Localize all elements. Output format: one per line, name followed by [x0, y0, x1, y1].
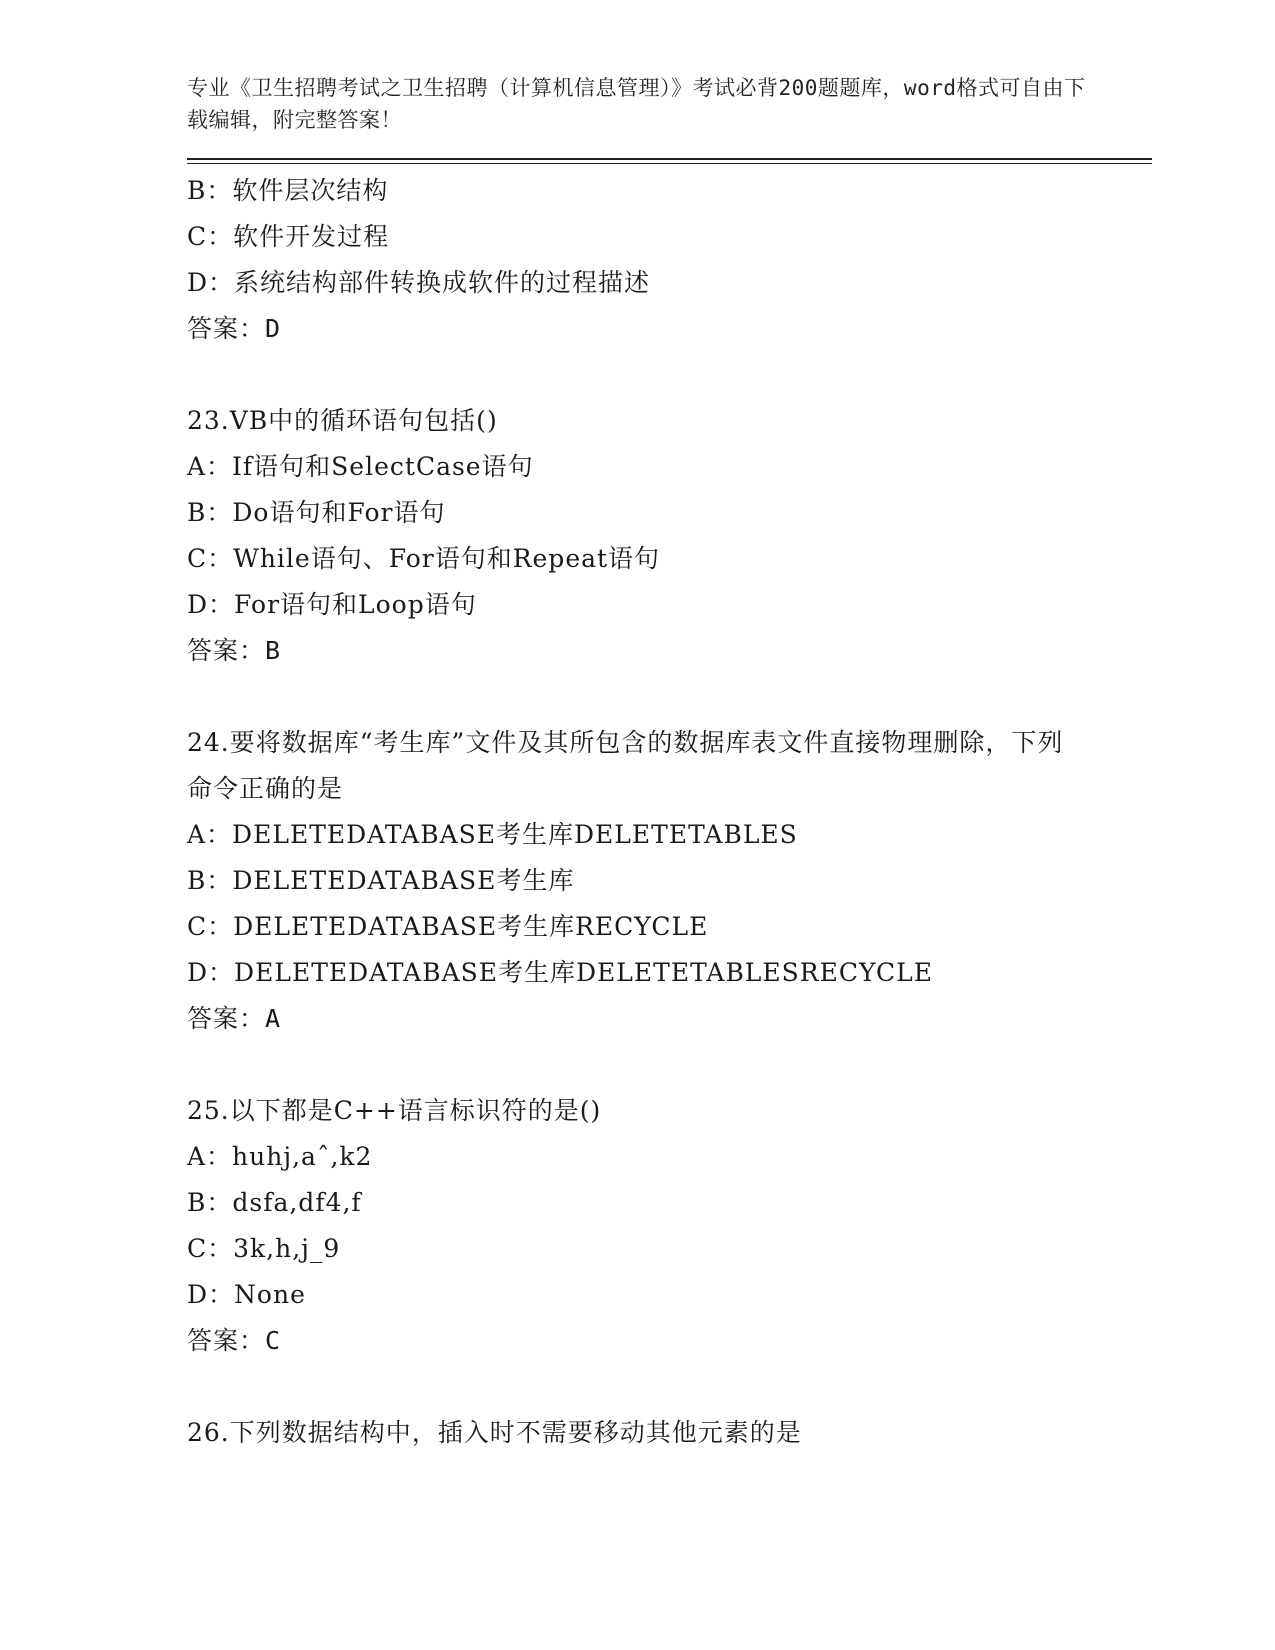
option-a: A：DELETEDATABASE考生库DELETETABLES: [187, 820, 798, 849]
answer-label: 答案：: [187, 1004, 266, 1033]
answer-label: 答案：: [187, 636, 266, 665]
question-24-block: [187, 720, 1152, 1042]
question-text: 25.以下都是C++语言标识符的是(): [187, 1096, 602, 1125]
option-d: D：None: [187, 1280, 306, 1309]
option-c: C：While语句、For语句和Repeat语句: [187, 544, 661, 573]
answer-value: A: [265, 1004, 282, 1033]
document-header: 专业《卫生招聘考试之卫生招聘（计算机信息管理）》考试必背200题题库，word格式可自由下载编辑，附完整答案！: [187, 76, 1086, 132]
answer-value: D: [265, 314, 282, 343]
answer-value: C: [265, 1326, 282, 1355]
question-text: 24.要将数据库“考生库”文件及其所包含的数据库表文件直接物理删除，下列命令正确的是: [187, 728, 1064, 803]
answer-line: [187, 628, 1152, 674]
question-26-block: [187, 1410, 1152, 1456]
option-a: A：huhj,aˆ,k2: [187, 1142, 373, 1171]
answer-line: [187, 1318, 1152, 1364]
answer-line: [187, 306, 1152, 352]
answer-line: [187, 996, 1152, 1042]
header-divider: [187, 158, 1152, 160]
question-text: 23.VB中的循环语句包括(): [187, 406, 498, 435]
question-22-block: [187, 168, 1152, 352]
option-d: D：DELETEDATABASE考生库DELETETABLESRECYCLE: [187, 958, 934, 987]
option-b: B：DELETEDATABASE考生库: [187, 866, 575, 895]
document-page: [187, 72, 1152, 1502]
answer-value: B: [265, 636, 282, 665]
option-d: D：系统结构部件转换成软件的过程描述: [187, 268, 651, 297]
option-c: C：DELETEDATABASE考生库RECYCLE: [187, 912, 709, 941]
option-a: A：If语句和SelectCase语句: [187, 452, 534, 481]
question-25-block: [187, 1088, 1152, 1364]
option-b: B：软件层次结构: [187, 176, 389, 205]
option-b: B：Do语句和For语句: [187, 498, 446, 527]
question-text: 26.下列数据结构中，插入时不需要移动其他元素的是: [187, 1418, 802, 1447]
question-23-block: [187, 398, 1152, 674]
answer-label: 答案：: [187, 314, 266, 343]
option-c: C：软件开发过程: [187, 222, 390, 251]
answer-label: 答案：: [187, 1326, 266, 1355]
option-d: D：For语句和Loop语句: [187, 590, 477, 619]
option-c: C：3k,h,j_9: [187, 1234, 341, 1263]
option-b: B：dsfa,df4,f: [187, 1188, 362, 1217]
